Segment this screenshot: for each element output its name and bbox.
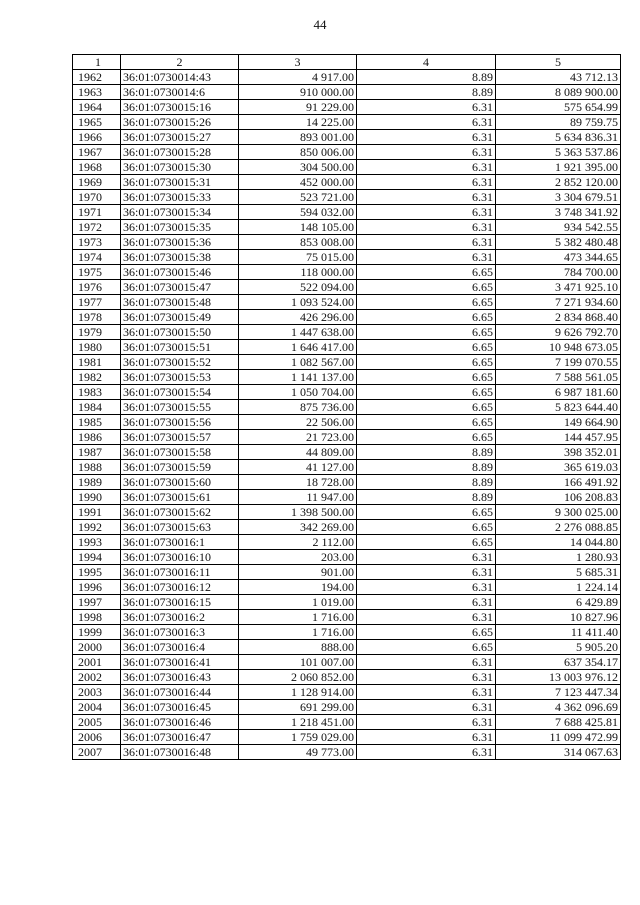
cadastral-number-cell: 36:01:0730015:58 [121,445,239,460]
cadastral-number-cell: 36:01:0730015:48 [121,295,239,310]
cadastral-number-cell: 36:01:0730016:1 [121,535,239,550]
cadastral-number-cell: 36:01:0730016:10 [121,550,239,565]
row-number-cell: 1963 [73,85,121,100]
row-number-cell: 2007 [73,745,121,760]
cadastral-number-cell: 36:01:0730015:47 [121,280,239,295]
area-cell: 1 019.00 [239,595,357,610]
cadastral-number-cell: 36:01:0730014:6 [121,85,239,100]
row-number-cell: 2005 [73,715,121,730]
area-cell: 118 000.00 [239,265,357,280]
cadastral-number-cell: 36:01:0730015:30 [121,160,239,175]
rate-cell: 6.31 [357,130,496,145]
table-row [73,250,621,265]
rate-cell: 6.65 [357,535,496,550]
area-cell: 1 093 524.00 [239,295,357,310]
row-number-cell: 1991 [73,505,121,520]
table-row [73,85,621,100]
value-cell: 3 304 679.51 [496,190,621,205]
value-cell: 398 352.01 [496,445,621,460]
page-number: 44 [313,17,327,32]
table-row [73,370,621,385]
area-cell: 893 001.00 [239,130,357,145]
area-cell: 49 773.00 [239,745,357,760]
area-cell: 1 646 417.00 [239,340,357,355]
area-cell: 901.00 [239,565,357,580]
cadastral-number-cell: 36:01:0730015:16 [121,100,239,115]
value-cell: 166 491.92 [496,475,621,490]
rate-cell: 6.65 [357,370,496,385]
area-cell: 44 809.00 [239,445,357,460]
table-row [73,460,621,475]
rate-cell: 6.31 [357,685,496,700]
value-cell: 365 619.03 [496,460,621,475]
rate-cell: 6.65 [357,385,496,400]
rate-cell: 6.65 [357,520,496,535]
rate-cell: 6.65 [357,295,496,310]
table-row [73,415,621,430]
table-row [73,340,621,355]
table-row [73,580,621,595]
cadastral-number-cell: 36:01:0730015:49 [121,310,239,325]
table-row [73,490,621,505]
cadastral-number-cell: 36:01:0730015:62 [121,505,239,520]
rate-cell: 6.31 [357,115,496,130]
row-number-cell: 1998 [73,610,121,625]
cadastral-number-cell: 36:01:0730014:43 [121,70,239,85]
area-cell: 853 008.00 [239,235,357,250]
table-row [73,655,621,670]
cadastral-number-cell: 36:01:0730015:51 [121,340,239,355]
area-cell: 148 105.00 [239,220,357,235]
cadastral-number-cell: 36:01:0730016:43 [121,670,239,685]
table-row [73,295,621,310]
table-row [73,310,621,325]
row-number-cell: 1975 [73,265,121,280]
table-row [73,625,621,640]
area-cell: 203.00 [239,550,357,565]
value-cell: 7 588 561.05 [496,370,621,385]
row-number-cell: 1980 [73,340,121,355]
row-number-cell: 1979 [73,325,121,340]
row-number-cell: 1976 [73,280,121,295]
value-cell: 2 276 088.85 [496,520,621,535]
area-cell: 75 015.00 [239,250,357,265]
rate-cell: 6.31 [357,565,496,580]
value-cell: 473 344.65 [496,250,621,265]
value-cell: 3 471 925.10 [496,280,621,295]
row-number-cell: 1987 [73,445,121,460]
rate-cell: 8.89 [357,70,496,85]
table-row [73,595,621,610]
cadastral-number-cell: 36:01:0730015:55 [121,400,239,415]
table-row [73,205,621,220]
rate-cell: 6.31 [357,700,496,715]
value-cell: 2 852 120.00 [496,175,621,190]
area-cell: 452 000.00 [239,175,357,190]
area-cell: 850 006.00 [239,145,357,160]
value-cell: 5 634 836.31 [496,130,621,145]
value-cell: 637 354.17 [496,655,621,670]
cadastral-number-cell: 36:01:0730015:28 [121,145,239,160]
row-number-cell: 1973 [73,235,121,250]
row-number-cell: 1989 [73,475,121,490]
table-body [73,70,621,760]
area-cell: 1 218 451.00 [239,715,357,730]
cadastral-number-cell: 36:01:0730015:33 [121,190,239,205]
table-row [73,325,621,340]
area-cell: 691 299.00 [239,700,357,715]
row-number-cell: 1984 [73,400,121,415]
table-row [73,115,621,130]
value-cell: 6 429.89 [496,595,621,610]
area-cell: 522 094.00 [239,280,357,295]
rate-cell: 6.65 [357,640,496,655]
column-header-5: 5 [496,55,621,70]
rate-cell: 6.65 [357,340,496,355]
cadastral-number-cell: 36:01:0730015:38 [121,250,239,265]
value-cell: 4 362 096.69 [496,700,621,715]
table-header-row [73,55,621,70]
area-cell: 4 917.00 [239,70,357,85]
cadastral-number-cell: 36:01:0730015:57 [121,430,239,445]
area-cell: 1 716.00 [239,625,357,640]
area-cell: 2 112.00 [239,535,357,550]
cadastral-number-cell: 36:01:0730015:61 [121,490,239,505]
value-cell: 5 685.31 [496,565,621,580]
table-row [73,130,621,145]
rate-cell: 6.31 [357,580,496,595]
rate-cell: 6.65 [357,325,496,340]
row-number-cell: 1969 [73,175,121,190]
row-number-cell: 1986 [73,430,121,445]
cadastral-number-cell: 36:01:0730016:46 [121,715,239,730]
table-row [73,565,621,580]
table-row [73,145,621,160]
table-row [73,265,621,280]
cadastral-number-cell: 36:01:0730016:2 [121,610,239,625]
cadastral-number-cell: 36:01:0730015:34 [121,205,239,220]
table-row [73,160,621,175]
table-row [73,520,621,535]
column-header-1: 1 [73,55,121,70]
table-row [73,235,621,250]
area-cell: 18 728.00 [239,475,357,490]
cadastral-number-cell: 36:01:0730016:3 [121,625,239,640]
table-row [73,475,621,490]
cadastral-number-cell: 36:01:0730015:56 [121,415,239,430]
rate-cell: 8.89 [357,490,496,505]
rate-cell: 6.31 [357,235,496,250]
value-cell: 314 067.63 [496,745,621,760]
value-cell: 7 688 425.81 [496,715,621,730]
rate-cell: 6.65 [357,355,496,370]
rate-cell: 6.31 [357,160,496,175]
cadastral-number-cell: 36:01:0730016:4 [121,640,239,655]
cadastral-number-cell: 36:01:0730015:59 [121,460,239,475]
value-cell: 9 300 025.00 [496,505,621,520]
table-row [73,385,621,400]
area-cell: 91 229.00 [239,100,357,115]
value-cell: 11 411.40 [496,625,621,640]
rate-cell: 6.31 [357,670,496,685]
value-cell: 5 823 644.40 [496,400,621,415]
value-cell: 1 280.93 [496,550,621,565]
area-cell: 1 447 638.00 [239,325,357,340]
rate-cell: 6.31 [357,100,496,115]
area-cell: 194.00 [239,580,357,595]
rate-cell: 8.89 [357,445,496,460]
rate-cell: 6.31 [357,655,496,670]
cadastral-number-cell: 36:01:0730015:54 [121,385,239,400]
rate-cell: 6.65 [357,265,496,280]
table-row [73,700,621,715]
value-cell: 144 457.95 [496,430,621,445]
area-cell: 14 225.00 [239,115,357,130]
value-cell: 1 921 395.00 [496,160,621,175]
row-number-cell: 1999 [73,625,121,640]
row-number-cell: 1972 [73,220,121,235]
table-row [73,100,621,115]
row-number-cell: 1982 [73,370,121,385]
rate-cell: 6.31 [357,220,496,235]
row-number-cell: 1990 [73,490,121,505]
area-cell: 1 141 137.00 [239,370,357,385]
rate-cell: 6.65 [357,280,496,295]
value-cell: 934 542.55 [496,220,621,235]
value-cell: 1 224.14 [496,580,621,595]
rate-cell: 8.89 [357,460,496,475]
table-row [73,355,621,370]
rate-cell: 6.31 [357,205,496,220]
column-header-2: 2 [121,55,239,70]
area-cell: 875 736.00 [239,400,357,415]
rate-cell: 6.31 [357,610,496,625]
value-cell: 10 827.96 [496,610,621,625]
area-cell: 101 007.00 [239,655,357,670]
row-number-cell: 2000 [73,640,121,655]
area-cell: 22 506.00 [239,415,357,430]
area-cell: 594 032.00 [239,205,357,220]
rate-cell: 6.31 [357,175,496,190]
value-cell: 5 363 537.86 [496,145,621,160]
row-number-cell: 1996 [73,580,121,595]
row-number-cell: 1978 [73,310,121,325]
rate-cell: 6.65 [357,415,496,430]
value-cell: 5 905.20 [496,640,621,655]
area-cell: 21 723.00 [239,430,357,445]
cadastral-number-cell: 36:01:0730015:60 [121,475,239,490]
rate-cell: 6.31 [357,145,496,160]
cadastral-number-cell: 36:01:0730015:63 [121,520,239,535]
area-cell: 426 296.00 [239,310,357,325]
rate-cell: 6.65 [357,505,496,520]
row-number-cell: 1977 [73,295,121,310]
row-number-cell: 1993 [73,535,121,550]
area-cell: 1 050 704.00 [239,385,357,400]
cadastral-number-cell: 36:01:0730016:47 [121,730,239,745]
value-cell: 43 712.13 [496,70,621,85]
table-row [73,535,621,550]
table-row [73,175,621,190]
value-cell: 89 759.75 [496,115,621,130]
row-number-cell: 1988 [73,460,121,475]
row-number-cell: 1985 [73,415,121,430]
area-cell: 304 500.00 [239,160,357,175]
row-number-cell: 2002 [73,670,121,685]
cadastral-number-cell: 36:01:0730015:53 [121,370,239,385]
row-number-cell: 2006 [73,730,121,745]
row-number-cell: 1995 [73,565,121,580]
rate-cell: 6.31 [357,595,496,610]
cadastral-number-cell: 36:01:0730016:12 [121,580,239,595]
area-cell: 888.00 [239,640,357,655]
value-cell: 149 664.90 [496,415,621,430]
row-number-cell: 1971 [73,205,121,220]
table-row [73,220,621,235]
table-row [73,685,621,700]
cadastral-number-cell: 36:01:0730016:15 [121,595,239,610]
table-row [73,550,621,565]
value-cell: 14 044.80 [496,535,621,550]
row-number-cell: 2004 [73,700,121,715]
value-cell: 9 626 792.70 [496,325,621,340]
rate-cell: 8.89 [357,85,496,100]
row-number-cell: 1997 [73,595,121,610]
row-number-cell: 1967 [73,145,121,160]
value-cell: 3 748 341.92 [496,205,621,220]
row-number-cell: 1970 [73,190,121,205]
column-header-4: 4 [357,55,496,70]
cadastral-number-cell: 36:01:0730016:48 [121,745,239,760]
value-cell: 7 271 934.60 [496,295,621,310]
table-row [73,70,621,85]
row-number-cell: 1968 [73,160,121,175]
value-cell: 10 948 673.05 [496,340,621,355]
cadastral-number-cell: 36:01:0730015:46 [121,265,239,280]
area-cell: 342 269.00 [239,520,357,535]
row-number-cell: 1964 [73,100,121,115]
value-cell: 13 003 976.12 [496,670,621,685]
column-header-3: 3 [239,55,357,70]
value-cell: 106 208.83 [496,490,621,505]
row-number-cell: 1994 [73,550,121,565]
rate-cell: 6.31 [357,190,496,205]
table-row [73,670,621,685]
value-cell: 2 834 868.40 [496,310,621,325]
rate-cell: 6.65 [357,400,496,415]
area-cell: 11 947.00 [239,490,357,505]
value-cell: 5 382 480.48 [496,235,621,250]
cadastral-number-cell: 36:01:0730016:11 [121,565,239,580]
table-row [73,445,621,460]
cadastral-number-cell: 36:01:0730015:27 [121,130,239,145]
area-cell: 910 000.00 [239,85,357,100]
value-cell: 8 089 900.00 [496,85,621,100]
table-row [73,280,621,295]
row-number-cell: 2001 [73,655,121,670]
area-cell: 2 060 852.00 [239,670,357,685]
cadastral-number-cell: 36:01:0730015:35 [121,220,239,235]
area-cell: 41 127.00 [239,460,357,475]
row-number-cell: 1992 [73,520,121,535]
rate-cell: 6.65 [357,430,496,445]
area-cell: 1 716.00 [239,610,357,625]
table-row [73,400,621,415]
table-row [73,505,621,520]
value-cell: 7 123 447.34 [496,685,621,700]
row-number-cell: 1974 [73,250,121,265]
cadastral-number-cell: 36:01:0730015:50 [121,325,239,340]
cadastral-number-cell: 36:01:0730015:36 [121,235,239,250]
value-cell: 6 987 181.60 [496,385,621,400]
cadastral-number-cell: 36:01:0730015:26 [121,115,239,130]
table-row [73,190,621,205]
cadastral-number-cell: 36:01:0730015:31 [121,175,239,190]
cadastral-value-table [72,54,621,760]
table-row [73,610,621,625]
value-cell: 7 199 070.55 [496,355,621,370]
area-cell: 523 721.00 [239,190,357,205]
value-cell: 784 700.00 [496,265,621,280]
table-row [73,430,621,445]
area-cell: 1 759 029.00 [239,730,357,745]
rate-cell: 8.89 [357,475,496,490]
table-row [73,715,621,730]
area-cell: 1 398 500.00 [239,505,357,520]
value-cell: 11 099 472.99 [496,730,621,745]
row-number-cell: 1965 [73,115,121,130]
cadastral-number-cell: 36:01:0730016:45 [121,700,239,715]
rate-cell: 6.31 [357,550,496,565]
table-row [73,640,621,655]
cadastral-number-cell: 36:01:0730016:44 [121,685,239,700]
value-cell: 575 654.99 [496,100,621,115]
row-number-cell: 1981 [73,355,121,370]
area-cell: 1 128 914.00 [239,685,357,700]
table-row [73,730,621,745]
rate-cell: 6.65 [357,625,496,640]
rate-cell: 6.31 [357,250,496,265]
rate-cell: 6.31 [357,745,496,760]
row-number-cell: 1962 [73,70,121,85]
cadastral-number-cell: 36:01:0730016:41 [121,655,239,670]
rate-cell: 6.65 [357,310,496,325]
area-cell: 1 082 567.00 [239,355,357,370]
table-row [73,745,621,760]
row-number-cell: 1966 [73,130,121,145]
rate-cell: 6.31 [357,715,496,730]
rate-cell: 6.31 [357,730,496,745]
row-number-cell: 1983 [73,385,121,400]
cadastral-number-cell: 36:01:0730015:52 [121,355,239,370]
row-number-cell: 2003 [73,685,121,700]
